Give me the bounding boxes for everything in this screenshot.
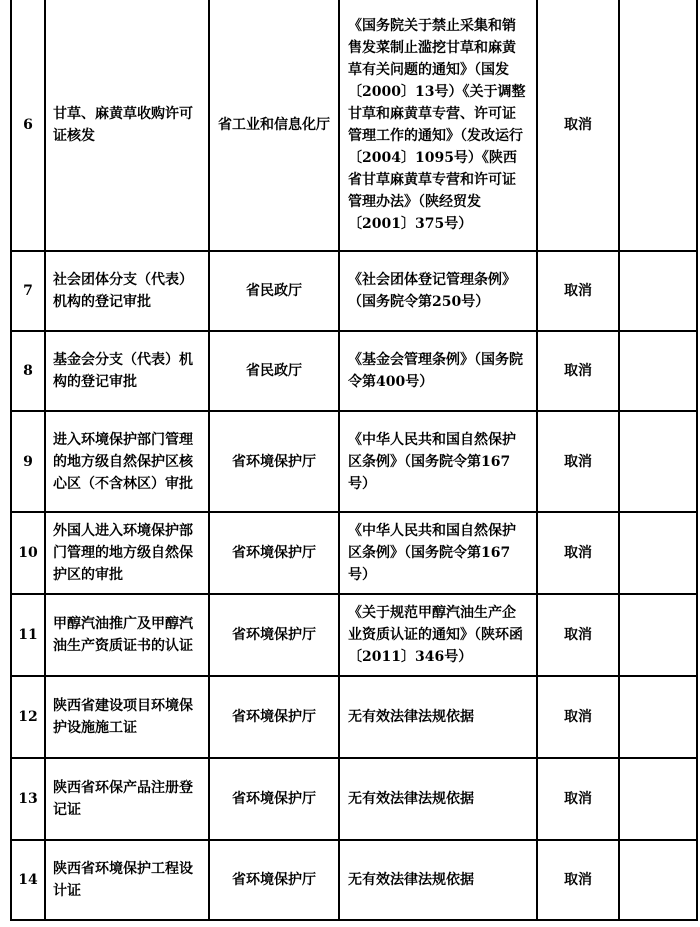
- handling-opinion: 取消: [537, 840, 619, 920]
- item-name: 进入环境保护部门管理的地方级自然保护区核心区（不含林区）审批: [45, 411, 209, 512]
- row-number: 11: [11, 594, 45, 676]
- legal-basis: 《社会团体登记管理条例》（国务院令第250号）: [339, 251, 537, 331]
- table-row: [11, 840, 697, 920]
- item-name: 陕西省环境保护工程设计证: [45, 840, 209, 920]
- handling-opinion: 取消: [537, 0, 619, 251]
- department: 省环境保护厅: [209, 676, 339, 758]
- row-number: 12: [11, 676, 45, 758]
- row-number: 10: [11, 512, 45, 594]
- handling-opinion: 取消: [537, 512, 619, 594]
- department: 省工业和信息化厅: [209, 0, 339, 251]
- row-number: 6: [11, 0, 45, 251]
- table-row: [11, 512, 697, 594]
- table-row: [11, 411, 697, 512]
- remarks: [619, 0, 697, 251]
- legal-basis: 《关于规范甲醇汽油生产企业资质认证的通知》（陕环函〔2011〕346号）: [339, 594, 537, 676]
- legal-basis: 无有效法律法规依据: [339, 840, 537, 920]
- table-row: [11, 676, 697, 758]
- approval-items-table: [10, 0, 698, 921]
- item-name: 甲醇汽油推广及甲醇汽油生产资质证书的认证: [45, 594, 209, 676]
- table-row: [11, 331, 697, 411]
- legal-basis: 《中华人民共和国自然保护区条例》（国务院令第167号）: [339, 512, 537, 594]
- legal-basis: 《国务院关于禁止采集和销售发菜制止滥挖甘草和麻黄草有关问题的通知》（国发〔2000〕13号）《关于调整甘草和麻黄草专营、许可证管理工作的通知》（发改运行〔2004〕1095号）《陕西省甘草麻黄草专营和许可证管理办法》（陕经贸发〔2001〕375号）: [339, 0, 537, 251]
- table-row: [11, 594, 697, 676]
- table-row: [11, 0, 697, 251]
- handling-opinion: 取消: [537, 758, 619, 840]
- department: 省环境保护厅: [209, 411, 339, 512]
- row-number: 14: [11, 840, 45, 920]
- department: 省民政厅: [209, 251, 339, 331]
- department: 省环境保护厅: [209, 840, 339, 920]
- row-number: 8: [11, 331, 45, 411]
- remarks: [619, 594, 697, 676]
- department: 省环境保护厅: [209, 594, 339, 676]
- department: 省环境保护厅: [209, 512, 339, 594]
- remarks: [619, 331, 697, 411]
- item-name: 陕西省建设项目环境保护设施施工证: [45, 676, 209, 758]
- item-name: 外国人进入环境保护部门管理的地方级自然保护区的审批: [45, 512, 209, 594]
- remarks: [619, 512, 697, 594]
- handling-opinion: 取消: [537, 331, 619, 411]
- legal-basis: 无有效法律法规依据: [339, 758, 537, 840]
- remarks: [619, 840, 697, 920]
- handling-opinion: 取消: [537, 594, 619, 676]
- table-row: [11, 758, 697, 840]
- handling-opinion: 取消: [537, 676, 619, 758]
- remarks: [619, 251, 697, 331]
- row-number: 7: [11, 251, 45, 331]
- handling-opinion: 取消: [537, 251, 619, 331]
- item-name: 陕西省环保产品注册登记证: [45, 758, 209, 840]
- row-number: 13: [11, 758, 45, 840]
- department: 省民政厅: [209, 331, 339, 411]
- remarks: [619, 676, 697, 758]
- item-name: 甘草、麻黄草收购许可证核发: [45, 0, 209, 251]
- department: 省环境保护厅: [209, 758, 339, 840]
- table-row: [11, 251, 697, 331]
- row-number: 9: [11, 411, 45, 512]
- item-name: 社会团体分支（代表）机构的登记审批: [45, 251, 209, 331]
- legal-basis: 无有效法律法规依据: [339, 676, 537, 758]
- legal-basis: 《中华人民共和国自然保护区条例》（国务院令第167号）: [339, 411, 537, 512]
- legal-basis: 《基金会管理条例》（国务院令第400号）: [339, 331, 537, 411]
- handling-opinion: 取消: [537, 411, 619, 512]
- item-name: 基金会分支（代表）机构的登记审批: [45, 331, 209, 411]
- remarks: [619, 758, 697, 840]
- remarks: [619, 411, 697, 512]
